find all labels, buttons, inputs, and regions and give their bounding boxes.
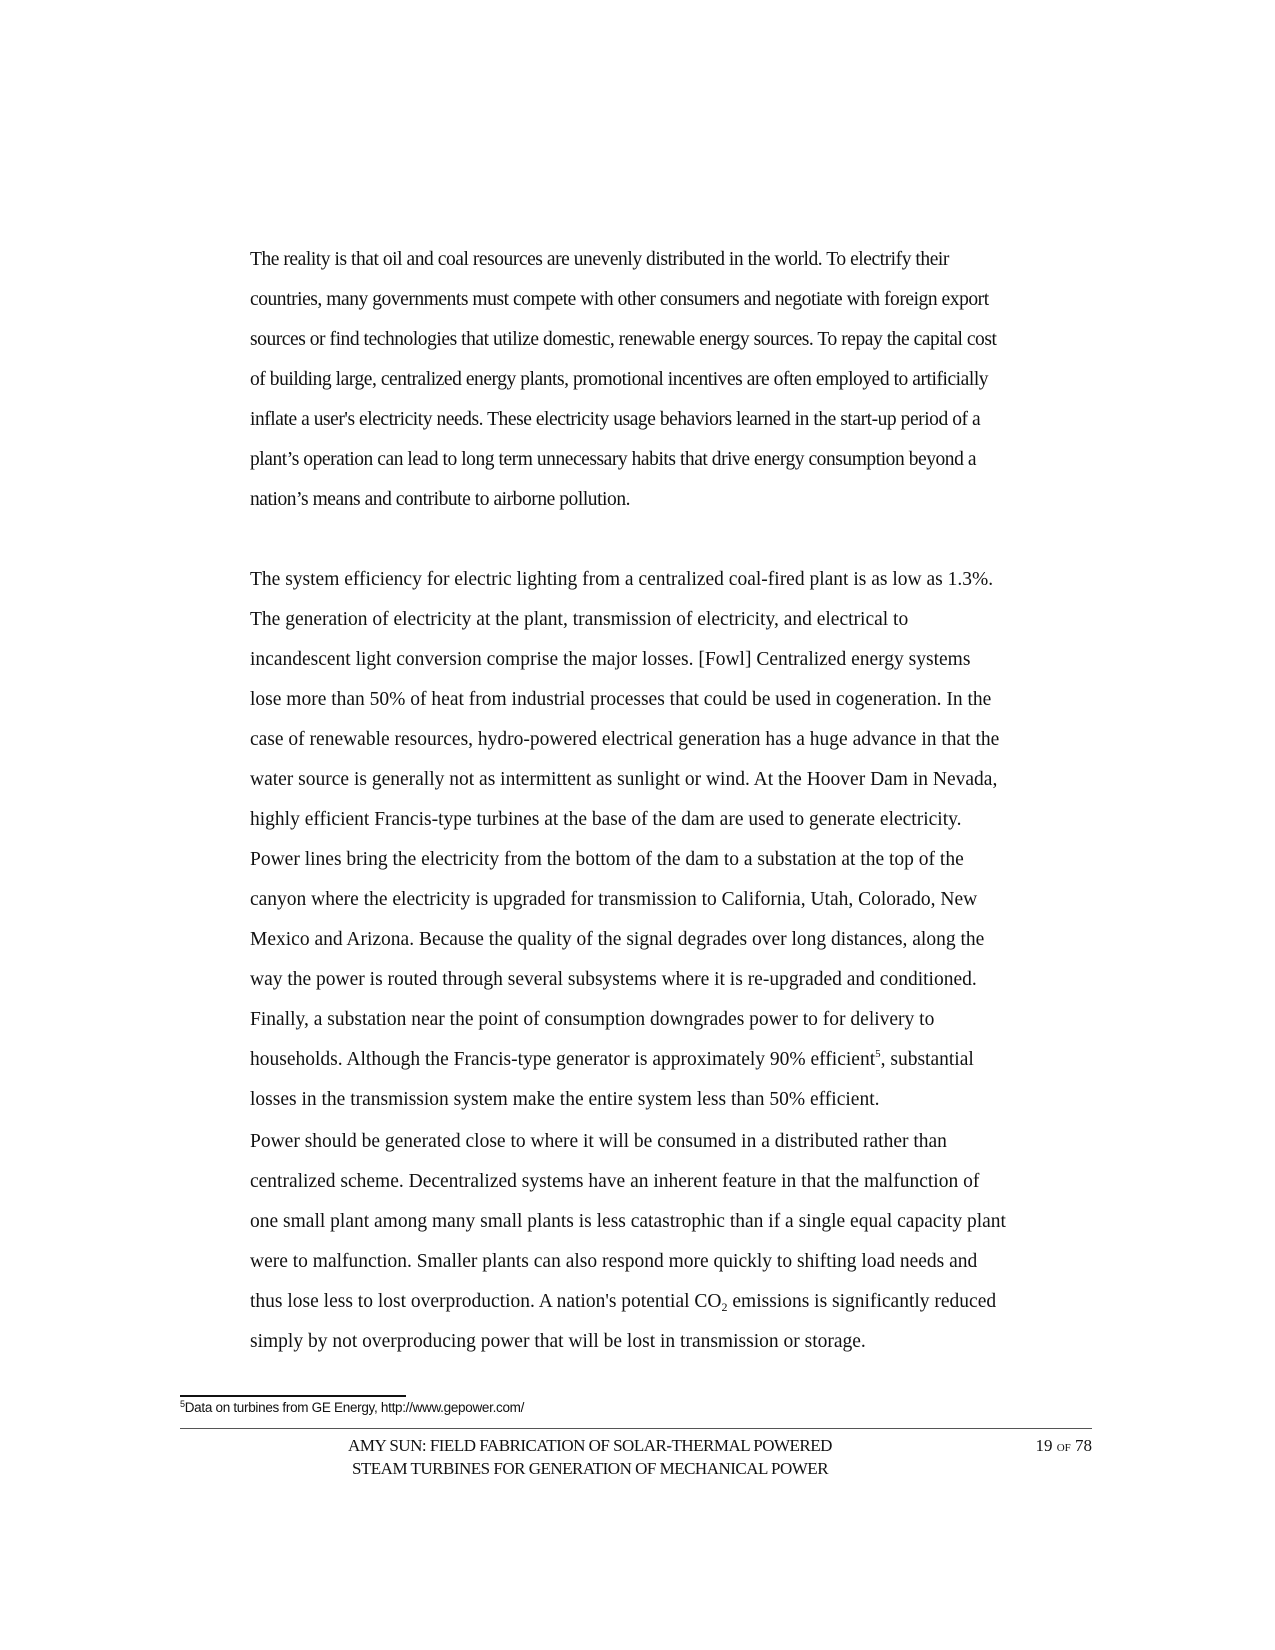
paragraph-line: Power lines bring the electricity from the bottom of the dam to a substation at the top of the: [250, 849, 964, 870]
page-current: 19: [1035, 1436, 1053, 1455]
running-footer-title: [310, 1434, 870, 1480]
paragraph-line: The system efficiency for electric lighting from a centralized coal-fired plant is as low as 1.3%.: [250, 569, 994, 590]
paragraph-line: countries, many governments must compete with other consumers and negotiate with foreign export: [250, 289, 989, 310]
footnote: [180, 1400, 524, 1415]
paragraph-line: Mexico and Arizona. Because the quality of the signal degrades over long distances, along the: [250, 929, 985, 950]
paragraph-1: [250, 240, 1090, 520]
page-of: OF: [1056, 1442, 1071, 1454]
paragraph-line: centralized scheme. Decentralized systems have an inherent feature in that the malfunction of: [250, 1171, 980, 1192]
footnote-divider: [180, 1395, 406, 1397]
paragraph-line: lose more than 50% of heat from industrial processes that could be used in cogeneration. In the: [250, 689, 992, 710]
paragraph-line: sources or find technologies that utilize domestic, renewable energy sources. To repay the capital cost: [250, 329, 997, 350]
line-text: emissions is significantly reduced: [727, 1291, 997, 1312]
paragraph-line: losses in the transmission system make the entire system less than 50% efficient.: [250, 1089, 880, 1110]
paragraph-3: [250, 1122, 1090, 1362]
paragraph-line: were to malfunction. Smaller plants can also respond more quickly to shifting load needs and: [250, 1251, 978, 1272]
footer-divider: [180, 1428, 1092, 1429]
footnote-number: 5: [180, 1399, 185, 1409]
footer-title-line: STEAM TURBINES FOR GENERATION OF MECHANICAL POWER: [351, 1459, 829, 1478]
footnote-text: Data on turbines from GE Energy, http://www.gepower.com/: [184, 1400, 525, 1415]
paragraph-line: inflate a user's electricity needs. These electricity usage behaviors learned in the start-up period of a: [250, 409, 981, 430]
paragraph-line: plant’s operation can lead to long term unnecessary habits that drive energy consumption beyond a: [250, 449, 977, 470]
subscript: 2: [721, 1300, 728, 1314]
paragraph-line: canyon where the electricity is upgraded for transmission to California, Utah, Colorado, New: [250, 889, 978, 910]
paragraph-line: water source is generally not as intermittent as sunlight or wind. At the Hoover Dam in Nevada,: [250, 769, 998, 790]
paragraph-line: Power should be generated close to where it will be consumed in a distributed rather than: [250, 1131, 947, 1152]
paragraph-line: one small plant among many small plants is less catastrophic than if a single equal capacity plant: [250, 1211, 1006, 1232]
paragraph-2: [250, 560, 1090, 1120]
paragraph-line: way the power is routed through several subsystems where it is re-upgraded and conditioned.: [250, 969, 977, 990]
paragraph-line: nation’s means and contribute to airborne pollution.: [250, 489, 631, 510]
line-text: , substantial: [880, 1049, 974, 1070]
paragraph-line: highly efficient Francis-type turbines at the base of the dam are used to generate electricity.: [250, 809, 962, 830]
paragraph-line: incandescent light conversion comprise the major losses. [Fowl] Centralized energy systems: [250, 649, 971, 670]
line-text: thus lose less to lost overproduction. A nation's potential CO: [250, 1291, 722, 1312]
page-total: 78: [1075, 1436, 1092, 1455]
paragraph-line: case of renewable resources, hydro-powered electrical generation has a huge advance in that the: [250, 729, 1000, 750]
page-number: [1000, 1434, 1092, 1460]
paragraph-line: [250, 1282, 1090, 1322]
paragraph-line: The reality is that oil and coal resources are unevenly distributed in the world. To electrify their: [250, 249, 949, 270]
paragraph-line: of building large, centralized energy plants, promotional incentives are often employed to artificially: [250, 369, 989, 390]
footer-title-line: AMY SUN: FIELD FABRICATION OF SOLAR-THERMAL POWERED: [348, 1436, 832, 1455]
footnote-reference: 5: [875, 1048, 881, 1060]
paragraph-line: Finally, a substation near the point of consumption downgrades power to for delivery to: [250, 1009, 935, 1030]
paragraph-line: The generation of electricity at the plant, transmission of electricity, and electrical to: [250, 609, 909, 630]
paragraph-line: simply by not overproducing power that will be lost in transmission or storage.: [250, 1331, 866, 1352]
paragraph-line: [250, 1040, 1090, 1080]
line-text: households. Although the Francis-type generator is approximately 90% efficient: [250, 1049, 876, 1070]
